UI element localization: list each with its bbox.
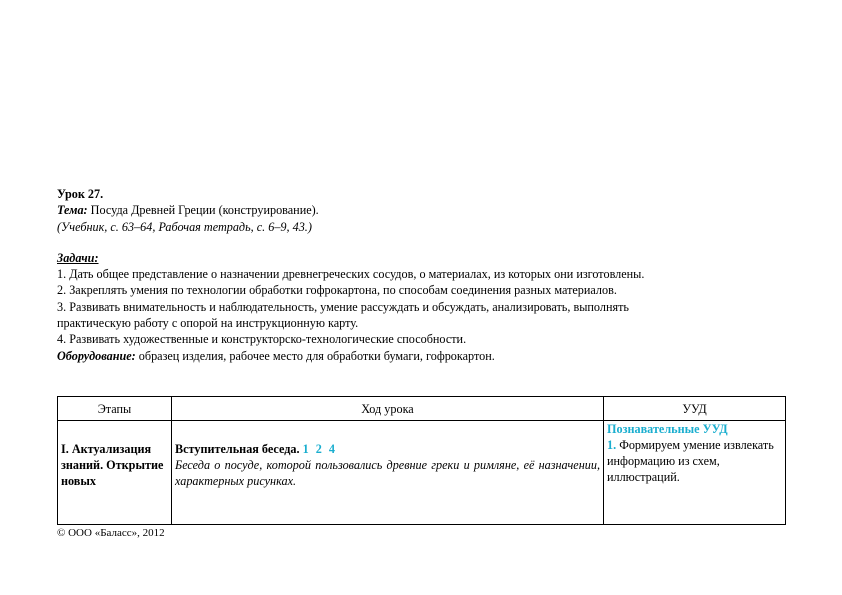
header-stages: Этапы — [58, 397, 172, 421]
uud-cell — [604, 421, 786, 525]
task-item-1: 1. Дать общее представление о назначении древнегреческих сосудов, о материалах, из которых они изготовлены. — [57, 267, 645, 282]
uud-heading: Познавательные УУД — [607, 422, 728, 436]
tasks-label: Задачи: — [57, 250, 99, 265]
task-item-3-cont: практическую работу с опорой на инструкционную карту. — [57, 316, 359, 331]
uud-text: Формируем умение извлекать информацию из схем, иллюстраций. — [607, 438, 774, 484]
topic-label: Тема: — [57, 203, 88, 218]
topic-text: Посуда Древней Греции (конструирование). — [87, 203, 319, 218]
lesson-table — [57, 396, 786, 525]
activity-numbers: 1 2 4 — [302, 442, 337, 456]
activity-cell — [172, 421, 604, 525]
equipment-label: Оборудование: — [57, 348, 136, 363]
stage-text: I. Актуализация знаний. Открытие новых — [61, 442, 164, 488]
activity-text: Беседа о посуде, которой пользовались древние греки и римляне, её назначении, характерных рисунках. — [175, 458, 600, 488]
lesson-header — [57, 186, 797, 364]
uud-number: 1. — [607, 438, 617, 452]
table-row — [58, 421, 786, 525]
copyright-footer: © ООО «Баласс», 2012 — [57, 527, 165, 539]
activity-title: Вступительная беседа. — [175, 442, 300, 456]
lesson-title: Урок 27. — [57, 187, 104, 201]
task-item-2: 2. Закреплять умения по технологии обработки гофрокартона, по способам соединения разных материалов. — [57, 283, 617, 298]
table-header-row — [58, 397, 786, 421]
header-lesson-flow: Ход урока — [172, 397, 604, 421]
textbook-refs: (Учебник, с. 63–64, Рабочая тетрадь, с. 6–9, 43.) — [57, 219, 312, 234]
stage-cell — [58, 421, 172, 525]
task-item-4: 4. Развивать художественные и конструкторско-технологические способности. — [57, 332, 467, 347]
equipment-text: образец изделия, рабочее место для обработки бумаги, гофрокартон. — [135, 348, 495, 363]
header-uud: УУД — [604, 397, 786, 421]
task-item-3: 3. Развивать внимательность и наблюдательность, умение рассуждать и обсуждать, анализировать, выполнять — [57, 299, 629, 314]
